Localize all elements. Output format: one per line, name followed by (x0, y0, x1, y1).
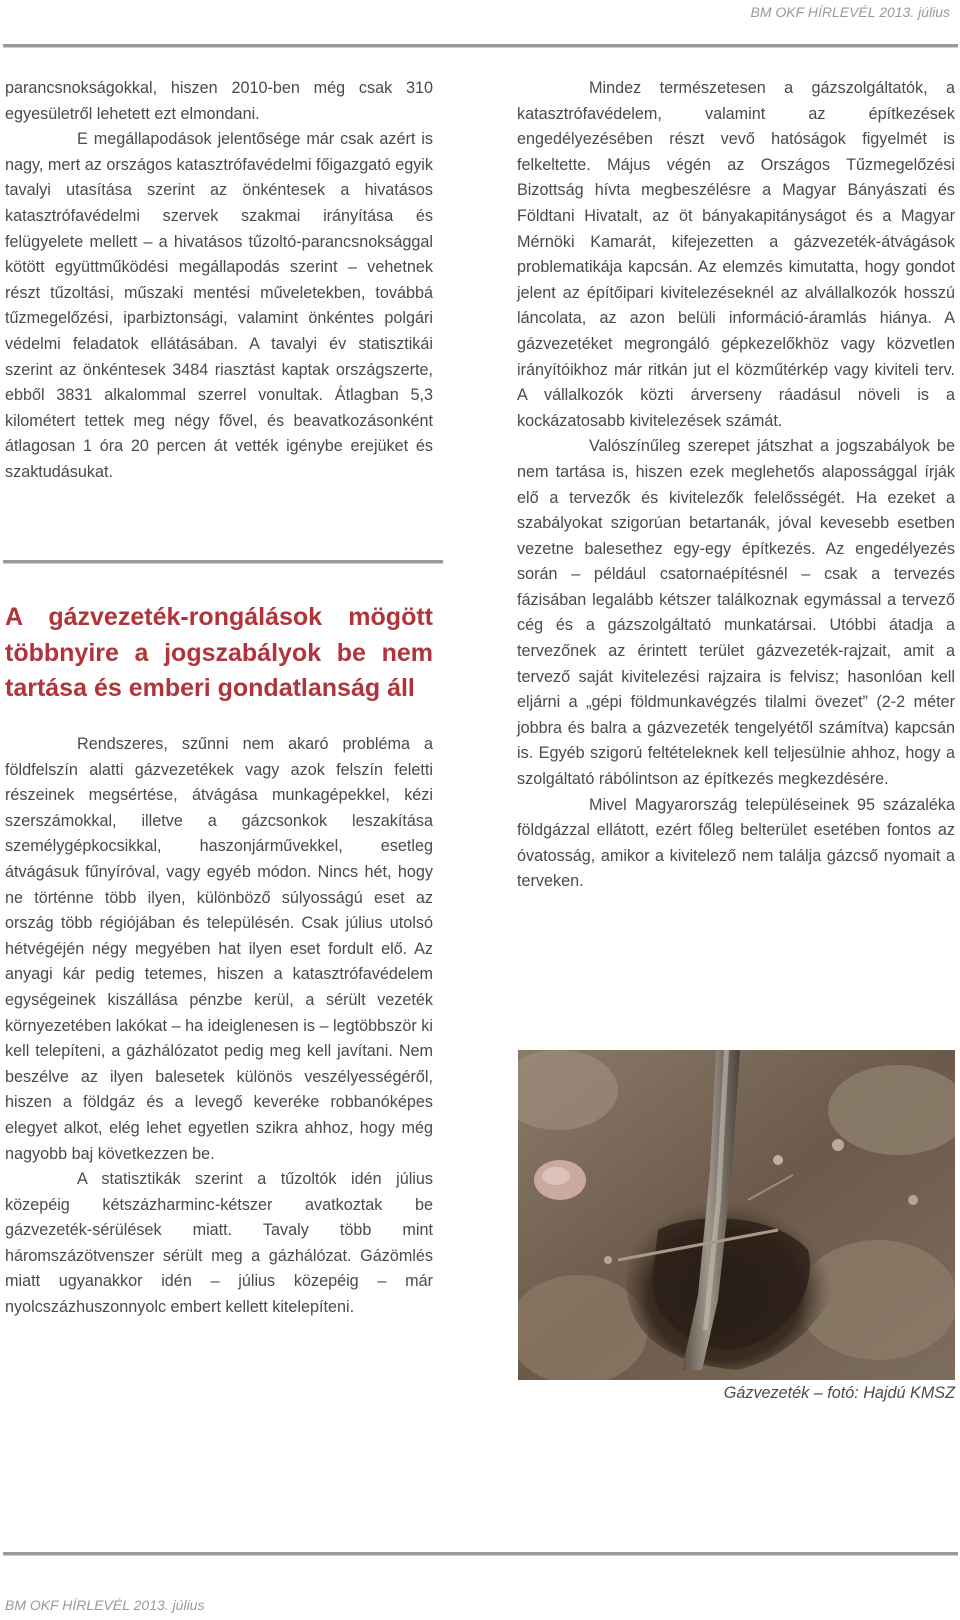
left-column-intro (5, 76, 433, 486)
gas-pipe-photo (518, 1050, 955, 1380)
intro-paragraph: E megállapodások jelentősége már csak azért is nagy, mert az országos katasztrófavédelmi főigazgató egyik tavalyi utasítása szerint az önkéntesek a hivatásos katasztrófavédelmi szervek szakmai irányítása és felügyelete mellett – a hivatásos tűzoltó-parancsnoksággal kötött együttműködési megállapodás szerint – vehetnek részt tűzoltási, műszaki mentési műveletekben, továbbá tűzmegelőzési, iparbiztonsági, valamint önkéntes polgári védelmi feladatok ellátásában. A tavalyi év statisztikái szerint az önkéntesek 3484 riasztást kaptak országszerte, ebből 3831 alkalommal szerrel vonultak. Átlagban 5,3 kilométert tettek meg négy fővel, és beavatkozásonként átlagosan 1 óra 20 percen át vették igénybe erejüket és szaktudásukat. (5, 130, 433, 481)
right-column (517, 76, 955, 895)
footer-running-title: BM OKF HÍRLEVÉL 2013. július (5, 1597, 205, 1613)
footer-rule (3, 1552, 958, 1556)
article-paragraph: Rendszeres, szűnni nem akaró probléma a földfelszín alatti gázvezetékek vagy azok felszín feletti részeinek megsértése, átvágása munkagépekkel, kézi szerszámokkal, illetve a gázcsonkok leszakítása személygépkocsikkal, haszonjárművekkel, esetleg átvágásuk fűnyíróval, vagy egyéb módon. Nincs hét, hogy ne történne több ilyen, különböző súlyosságú eset az ország több régiójában és településén. Csak július utolsó hétvégéjén négy megyében hat ilyen eset fordult elő. Az anyagi kár pedig tetemes, hiszen a katasztrófavédelem egységeinek kiszállása pénzbe kerül, a sérült vezeték környezetében lakókat – ha ideiglenesen is – legtöbbször ki kell telepíteni, a gázhálózatot pedig meg kell javítani. Nem beszélve az ilyen balesetek különös veszélyességéről, hiszen a földgáz és a levegő keveréke robbanóképes elegyet alkot, elég lehet egyetlen szikra ahhoz, hogy még nagyobb baj következzen be. (5, 735, 433, 1163)
right-paragraph: Mivel Magyarország településeinek 95 százaléka földgázzal ellátott, ezért főleg belterület esetében fontos az óvatosság, amikor a kivitelező nem találja gázcső nyomait a terveken. (517, 795, 955, 891)
photo-caption: Gázvezeték – fotó: Hajdú KMSZ (723, 1384, 955, 1402)
left-column-article (5, 732, 433, 1321)
article-title: A gázvezeték-rongálások mögött többnyire a jogszabályok be nem tartása és emberi gondatlanság áll (5, 603, 433, 702)
gas-pipe-photo-illustration (518, 1050, 955, 1380)
header-rule (3, 44, 958, 48)
intro-paragraph: parancsnokságokkal, hiszen 2010-ben még csak 310 egyesületről lehetett ezt elmondani. (5, 79, 433, 123)
right-paragraph: Mindez természetesen a gázszolgáltatók, a katasztrófavédelem, valamint az építkezések engedélyezésében részt vevő hatóságok figyelmét is felkeltette. Május végén az Országos Tűzmegelőzési Bizottság hívta megbeszélésre a Magyar Bányászati és Földtani Hivatalt, az öt bányakapitányságot és a Magyar Mérnöki Kamarát, kifejezetten a gázvezeték-átvágások problematikája kapcsán. Az elemzés kimutatta, hogy gondot jelent az építőipari kivitelezéseknél az alvállalkozók hosszú láncolata, az azon belüli információ-áramlás hiánya. A gázvezetéket megrongáló gépkezelőkhöz vagy közvetlen irányítóikhoz már ritkán jut el közműtérkép vagy kiviteli terv. A vállalkozók közti árverseny ráadásul növeli is a kockázatosabb kivitelezések számát. (517, 79, 955, 430)
section-rule (3, 560, 443, 564)
right-paragraph: Valószínűleg szerepet játszhat a jogszabályok be nem tartása is, hiszen ezek meglehetős alapossággal írják elő a tervezők és kivitelezők felelősségét. Ha ezeket a szabályokat szigorúan betartanák, jóval kevesebb esetben vezetne balesethez egy-egy építkezés. Az engedélyezés során – például csatornaépítésnél – csak a tervezés fázisában legalább kétszer találkoznak egymással a tervező cég és a gázszolgáltató munkatársai. Utóbbi átadja a tervezőnek az érintett terület gázvezeték-rajzait, amit a tervező saját kivitelezési rajzaira is felvisz; hasonlóan kell eljárni a „gépi földmunkavégzés tilalmi övezet” (2-2 méter jobbra és balra a gázvezeték tengelyétől számítva) kapcsán is. Egyéb szigorú feltételeknek kell teljesülnie ahhoz, hogy a szolgáltató rábólintson az építkezés megkezdésére. (517, 437, 955, 789)
article-paragraph: A statisztikák szerint a tűzoltók idén július közepéig kétszázharminc-kétszer avatkoztak be gázvezeték-sérülések miatt. Tavaly több mint háromszázötvenszer sérült meg a gázhálózat. Gázömlés miatt ugyanakkor idén – július közepéig – már nyolcszázhuszonnyolc embert kellett kitelepíteni. (5, 1170, 433, 1317)
header-running-title: BM OKF HÍRLEVÉL 2013. július (750, 4, 950, 20)
